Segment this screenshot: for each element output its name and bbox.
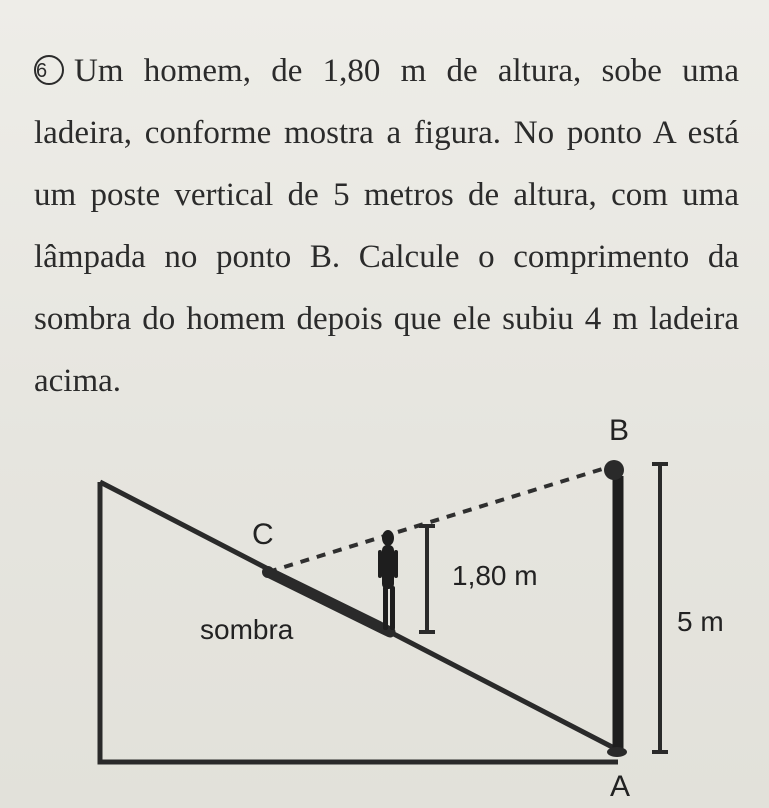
lamp-b bbox=[604, 460, 624, 480]
label-a: A bbox=[610, 770, 631, 803]
slope-diagram bbox=[0, 400, 769, 808]
problem-line-2: ladeira, conforme mostra a figura. No ponto A está bbox=[34, 115, 739, 151]
problem-statement bbox=[34, 40, 739, 412]
problem-line-1 bbox=[34, 40, 739, 102]
point-c bbox=[262, 566, 274, 578]
problem-line-5: sombra do homem depois que ele subiu 4 m ladeira bbox=[34, 301, 739, 337]
label-man-height: 1,80 m bbox=[452, 560, 538, 591]
label-pole-height: 5 m bbox=[677, 606, 724, 637]
slope-figure bbox=[0, 400, 769, 808]
man-height-marker bbox=[419, 526, 435, 632]
point-a bbox=[607, 747, 627, 757]
label-c: C bbox=[252, 518, 274, 551]
man-silhouette bbox=[378, 530, 398, 630]
problem-line-3: um poste vertical de 5 metros de altura, com uma bbox=[34, 177, 739, 213]
light-ray bbox=[268, 466, 612, 572]
problem-line-6: acima. bbox=[34, 363, 122, 399]
problem-line-1-text: Um homem, de 1,80 m de altura, sobe uma bbox=[74, 53, 739, 89]
problem-line-4: lâmpada no ponto B. Calcule o comprimento da bbox=[34, 239, 739, 275]
problem-number: 6 bbox=[34, 55, 64, 85]
label-shadow: sombra bbox=[200, 614, 294, 645]
pole-height-marker bbox=[652, 464, 668, 752]
label-b: B bbox=[609, 414, 630, 447]
